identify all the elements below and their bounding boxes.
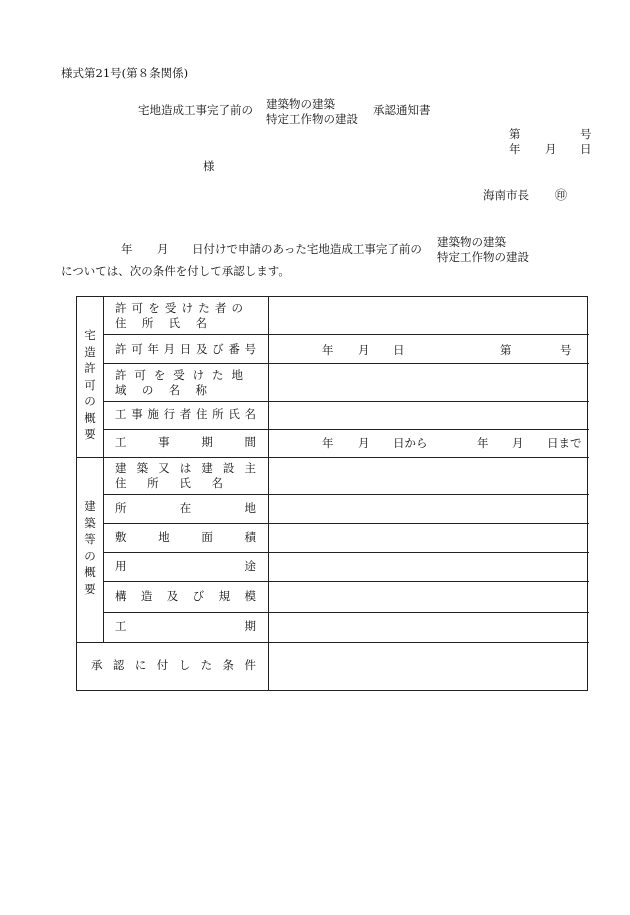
issuer-name: 海南市長: [483, 188, 529, 202]
body-option-structure: 特定工作物の建設: [437, 250, 529, 264]
section-building-summary: 建 築 等 の 概 要: [84, 499, 96, 596]
label-location: 所 在 地: [115, 501, 256, 515]
period-to-month: 月: [512, 436, 524, 450]
title-option-structure: 特定工作物の建設: [266, 112, 358, 126]
title-suffix: 承認通知書: [373, 103, 431, 117]
title-prefix: 宅地造成工事完了前の: [138, 103, 253, 117]
section-permit-summary: 宅 造 許 可 の 概 要: [84, 328, 96, 441]
doc-number-prefix: 第: [509, 127, 521, 141]
label-approval-conditions: 承 認 に 付 し た 条 件: [91, 658, 256, 672]
body-year: 年: [121, 242, 133, 256]
label-permit-area: 許 可 を 受 け た 地 域 の 名 称: [115, 368, 243, 397]
period-from-day: 日から: [393, 436, 428, 450]
title-option-building: 建築物の建築: [266, 97, 335, 111]
period-to-year: 年: [477, 436, 489, 450]
period-from-year: 年: [322, 436, 334, 450]
label-term: 工 期: [115, 619, 256, 633]
label-permittee: 許 可 を 受 け た 者 の 住 所 氏 名: [115, 301, 243, 330]
permit-number-prefix: 第: [500, 343, 512, 357]
date-day: 日: [580, 142, 592, 156]
permit-number-suffix: 号: [560, 343, 572, 357]
label-contractor: 工 事 施 行 者 住 所 氏 名: [115, 407, 256, 421]
permit-year: 年: [322, 343, 334, 357]
date-month: 月: [545, 142, 557, 156]
form-number: 様式第21号(第８条関係): [61, 66, 189, 80]
permit-month: 月: [358, 343, 370, 357]
label-permit-date-number: 許 可 年 月 日 及 び 番 号: [115, 342, 256, 356]
date-year: 年: [509, 142, 521, 156]
period-from-month: 月: [358, 436, 370, 450]
period-to-day: 日まで: [547, 436, 582, 450]
body-text-1: 日付けで申請のあった宅地造成工事完了前の: [192, 242, 422, 256]
permit-day: 日: [393, 343, 405, 357]
label-usage: 用 途: [115, 559, 256, 573]
doc-number-suffix: 号: [580, 127, 592, 141]
label-site-area: 敷 地 面 積: [115, 530, 256, 544]
label-structure-scale: 構 造 及 び 規 模: [115, 589, 256, 603]
addressee-honorific: 様: [203, 159, 215, 173]
label-construction-period: 工 事 期 間: [115, 435, 256, 449]
body-month: 月: [157, 242, 169, 256]
body-text-2: については、次の条件を付して承認します。: [61, 264, 290, 278]
seal-mark: ㊞: [555, 188, 568, 202]
body-option-building: 建築物の建築: [437, 235, 506, 249]
label-builder: 建 築 又 は 建 設 主 住 所 氏 名: [115, 461, 256, 490]
